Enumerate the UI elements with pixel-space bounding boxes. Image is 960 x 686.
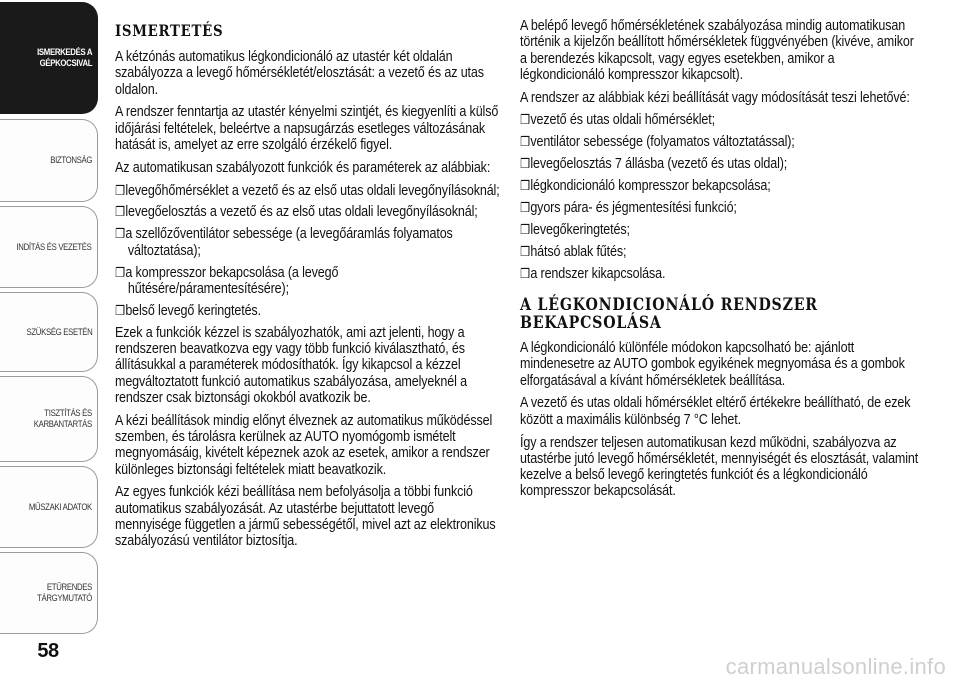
paragraph: Ezek a funkciók kézzel is szabályozhatók, ami azt jelenti, hogy a rendszeren beavatkozva egy vagy több funkció kiválasztható, és állításukkal a paraméterek módosíthatók. Így kikapcsol a kézzel megváltoztatott funkció automatikus szabályozása, amelyeknél a rendszer csak biztonsági okokból avatkozik be.: [115, 324, 467, 406]
paragraph: Az egyes funkciók kézi beállítása nem befolyásolja a többi funkció automatikus szabályozását. Az utastérbe bejuttatott levegő mennyisége független a jármű sebességétől, mivel azt az elektronikus szabályozású ventilátor biztosítja.: [115, 484, 496, 550]
paragraph: A kétzónás automatikus légkondicionáló az utastér két oldalán szabályozza a levegő hőmérsékletét/elosztását: a vezető és az utas oldalon.: [115, 49, 484, 98]
tab-tisztitas[interactable]: TISZTÍTÁS ÉS KARBANTARTÁS: [0, 376, 98, 462]
checkbox-bullet-icon: ❒: [520, 243, 530, 259]
paragraph: A belépő levegő hőmérsékletének szabályozása mindig automatikusan történik a kijelzőn beállított hőmérsékletek függvényében (kivéve, amikor a berendezés kikapcsolt, vagy egyes esetekben, amikor a légkondicionáló kompresszor kikapcsolt).: [520, 18, 914, 83]
list-item: ❒a rendszer kikapcsolása.: [520, 265, 666, 282]
tab-muszaki[interactable]: MŰSZAKI ADATOK: [0, 466, 98, 548]
checkbox-bullet-icon: ❒: [520, 134, 530, 150]
paragraph: Így a rendszer teljesen automatikusan kezd működni, szabályozva az utastérbe jutó levegő hőmérsékletét, mennyiségét és elosztását, valamint kezelve a belső levegő keringtetés funkciót és a légkondicionáló kompresszor bekapcsolását.: [520, 434, 919, 500]
chapter-tabs: [0, 0, 100, 686]
list-item: ❒vezető és utas oldali hőmérséklet;: [520, 112, 715, 129]
paragraph: A rendszer az alábbiak kézi beállítását vagy módosítását teszi lehetővé:: [520, 89, 910, 106]
section-heading: A LÉGKONDICIONÁLÓ RENDSZER BEKAPCSOLÁSA: [520, 295, 818, 333]
list-item: ❒ventilátor sebessége (folyamatos változtatással);: [520, 134, 795, 151]
tab-szukseg[interactable]: SZÜKSÉG ESETÉN: [0, 292, 98, 372]
paragraph: A vezető és utas oldali hőmérséklet eltérő értékekre beállítható, de ezek között a maximális különbség 7 °C lehet.: [520, 395, 911, 428]
checkbox-bullet-icon: ❒: [115, 182, 125, 198]
list-item: ❒gyors pára- és jégmentesítési funkció;: [520, 200, 737, 217]
list-item: ❒levegőkeringtetés;: [520, 221, 630, 238]
checkbox-bullet-icon: ❒: [520, 200, 530, 216]
tab-targymutato[interactable]: ETŰRENDES TÁRGYMUTATÓ: [0, 552, 98, 634]
left-column: [115, 18, 500, 556]
right-column: [520, 18, 920, 506]
section-heading: ISMERTETÉS: [115, 21, 224, 40]
paragraph: Az automatikusan szabályozott funkciók és paraméterek az alábbiak:: [115, 159, 491, 176]
paragraph: A rendszer fenntartja az utastér kényelmi szintjét, és kiegyenlíti a külső időjárási feltételek, beleértve a napsugárzás esetleges változásának hatását is, amelyet az erre szolgáló érzékelő figyel.: [115, 104, 499, 153]
checkbox-bullet-icon: ❒: [115, 302, 125, 318]
list-item: ❒belső levegő keringtetés.: [115, 302, 261, 319]
list-item: ❒levegőhőmérséklet a vezető és az első utas oldali levegőnyílásoknál;: [115, 182, 500, 199]
checkbox-bullet-icon: ❒: [520, 156, 530, 172]
checkbox-bullet-icon: ❒: [520, 221, 530, 237]
checkbox-bullet-icon: ❒: [520, 265, 530, 281]
checkbox-bullet-icon: ❒: [520, 178, 530, 194]
list-item: ❒a szellőzőventilátor sebessége (a levegőáramlás folyamatos változtatása);: [115, 226, 453, 259]
list-item: ❒levegőelosztás 7 állásba (vezető és utas oldal);: [520, 156, 788, 173]
watermark: carmanualsonline.info: [725, 654, 946, 679]
checkbox-bullet-icon: ❒: [520, 112, 530, 128]
checkbox-bullet-icon: ❒: [115, 204, 125, 220]
paragraph: A légkondicionáló különféle módokon kapcsolható be: ajánlott mindenesetre az AUTO gombok egyikének megnyomása és a gombok elforgatásával a kívánt hőmérsékletek beállítása.: [520, 340, 905, 389]
tab-ismerkedes[interactable]: ISMERKEDÉS A GÉPKOCSIVAL: [0, 2, 98, 114]
list-item: ❒levegőelosztás a vezető és az első utas oldali levegőnyílásoknál;: [115, 204, 478, 221]
tab-inditas[interactable]: INDÍTÁS ÉS VEZETÉS: [0, 206, 98, 288]
list-item: ❒a kompresszor bekapcsolása (a levegő hűtésére/páramentesítésére);: [115, 264, 339, 297]
checkbox-bullet-icon: ❒: [115, 226, 125, 242]
page-number: 58: [37, 640, 59, 662]
checkbox-bullet-icon: ❒: [115, 264, 125, 280]
list-item: ❒légkondicionáló kompresszor bekapcsolása;: [520, 178, 771, 195]
tab-biztonsag[interactable]: BIZTONSÁG: [0, 119, 98, 202]
list-item: ❒hátsó ablak fűtés;: [520, 243, 627, 260]
paragraph: A kézi beállítások mindig előnyt élveznek az automatikus működéssel szemben, és tárolásra kerülnek az AUTO nyomógomb ismételt megnyomásáig, kivételt képeznek azok az esetek, amikor a rendszer különleges biztonsági feltételek miatt beavatkozik.: [115, 412, 493, 478]
